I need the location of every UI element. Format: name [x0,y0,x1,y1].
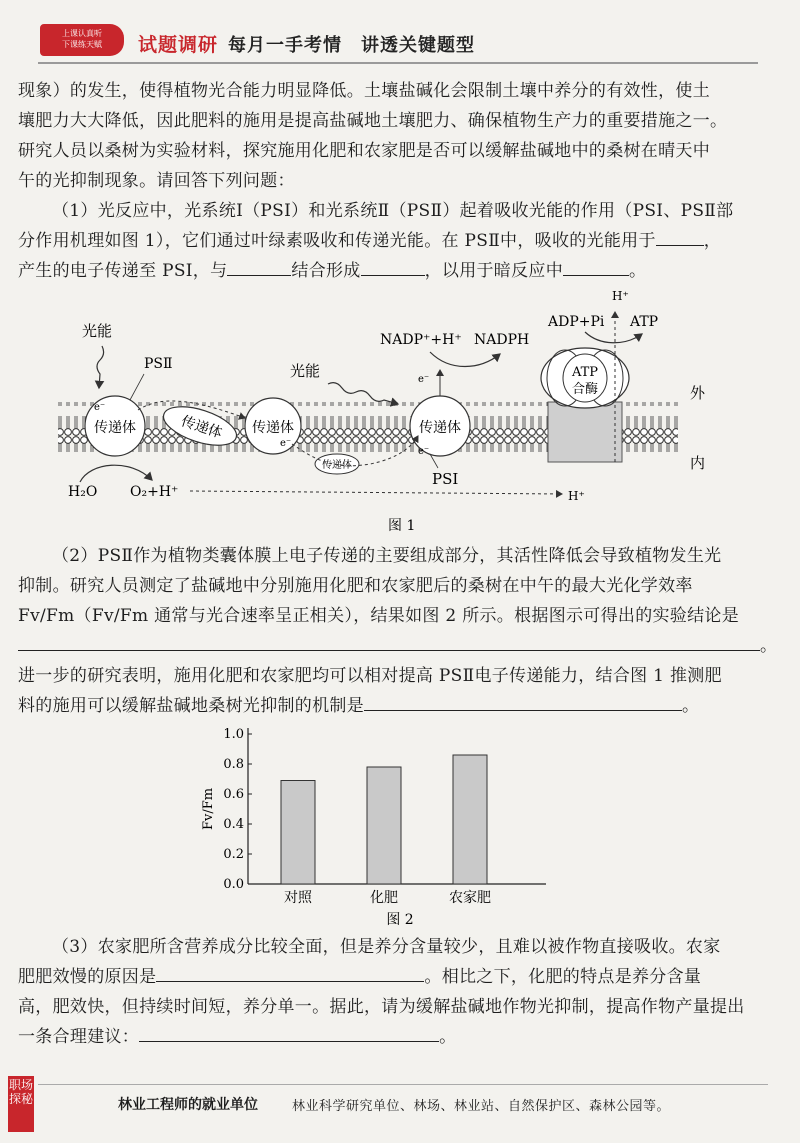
intro-line-2: 壤肥力大大降低，因此肥料的施用是提高盐碱地土壤肥力、确保植物生产力的重要措施之一。 [18,111,728,131]
intro-paragraph [18,76,778,196]
answer-blank-6[interactable] [364,694,682,711]
page-header [0,0,800,70]
header-divider [38,62,758,64]
intro-line-1: 现象）的发生，使得植物光合能力明显降低。土壤盐碱化会限制土壤中养分的有效性，使土 [18,81,710,101]
chart-y-axis-label: Fv/Fm [201,787,216,831]
header-title: 试题调研 [138,34,219,56]
q3-line-1: （3）农家肥所含营养成分比较全面，但是养分含量较少，且难以被作物直接吸收。农家 [52,937,721,957]
q1-line-1: （1）光反应中，光系统Ⅰ（PSⅠ）和光系统Ⅱ（PSⅡ）起着吸收光能的作用（PSⅠ、PSⅡ部 [52,201,734,221]
y-tick-label: 0.0 [223,877,244,892]
proton-label-top: H⁺ [612,289,629,303]
electron-label-3: e⁻ [418,374,430,385]
answer-blank-5[interactable] [18,634,760,651]
q1-line-3 [18,256,778,286]
ps2-carrier-label: 传递体 [94,420,136,436]
q1-line-3-b: 结合形成 [291,261,361,281]
inside-label: 内 [690,454,706,472]
answer-blank-3[interactable] [361,259,425,276]
logo-line-2: 下课练天赋 [62,40,102,49]
ps2-label: PSⅡ [144,356,173,372]
figure-2-chart [200,724,560,930]
header-subtitle: 每月一手考情 讲透关键题型 [228,35,475,56]
q1-line-2-text: 分作用机理如图 1），它们通过叶绿素吸收和传递光能。在 PSⅡ中，吸收的光能用于 [18,231,656,251]
x-tick-label: 对照 [284,890,312,906]
footer-text: 林业科学研究单位、林场、林业站、自然保护区、森林公园等。 [292,1099,671,1114]
oxygen-label: O₂+H⁺ [130,484,179,500]
carrier-small-label: 传递体 [322,460,352,471]
electron-label-1: e⁻ [94,402,106,413]
y-tick-label: 0.4 [223,817,244,832]
footer-divider [38,1084,768,1085]
q1-line-3-d: 。 [629,261,647,281]
y-tick-label: 0.2 [223,847,244,862]
light-label-1: 光能 [82,322,113,340]
nadp-label: NADP⁺+H⁺ [380,332,462,348]
logo-line-1: 上课认真听 [62,29,102,38]
ps1-label: PSⅠ [432,470,459,488]
ps1-carrier-label: 传递体 [419,420,461,436]
light-label-2: 光能 [290,362,321,380]
q3-line-4-b: 。 [439,1027,457,1047]
answer-blank-2[interactable] [227,259,291,276]
y-tick-label: 0.8 [223,757,244,772]
q1-line-2 [18,226,778,256]
q2-line-4 [18,631,778,661]
q2-line-2: 抑制。研究人员测定了盐碱地中分别施用化肥和农家肥后的桑树在中午的最大光化学效率 [18,576,693,596]
q3-line-3: 高，肥效快，但持续时间短，养分单一。据此，请为缓解盐碱地作物光抑制，提高作物产量提出 [18,997,745,1017]
x-tick-label: 化肥 [370,890,398,906]
carrier-right-label: 传递体 [252,420,294,436]
footer-title: 林业工程师的就业单位 [118,1097,258,1113]
adp-label: ADP+Pi [548,314,605,330]
q1-line-2-end: ， [703,231,722,251]
q2-line-6-end: 。 [682,696,700,716]
q3-line-4-a: 一条合理建议： [18,1027,140,1047]
question-2 [18,541,778,721]
figure-1-diagram [40,286,760,536]
q2-line-5: 进一步的研究表明，施用化肥和农家肥均可以相对提高 PSⅡ电子传递能力，结合图 1 推测肥 [18,666,722,686]
q2-line-3: Fv/Fm（Fv/Fm 通常与光合速率呈正相关），结果如图 2 所示。根据图示可得出的实验结论是 [18,606,740,626]
question-3 [18,932,778,1052]
chart-bar [281,781,315,885]
intro-line-4: 午的光抑制现象。请回答下列问题： [18,171,295,191]
y-tick-label: 1.0 [223,727,244,742]
q2-line-6 [18,691,778,721]
q3-line-4 [18,1022,778,1052]
footer-tab: 职场探秘 [8,1076,34,1132]
atp-synthase-channel [548,402,622,462]
y-tick-label: 0.6 [223,787,244,802]
answer-blank-7[interactable] [156,965,424,982]
chart-bar [367,767,401,884]
q2-line-6-text: 料的施用可以缓解盐碱地桑树光抑制的机制是 [18,696,364,716]
chart-labels [223,727,491,906]
q2-line-1: （2）PSⅡ作为植物类囊体膜上电子传递的主要组成部分，其活性降低会导致植物发生光 [52,546,722,566]
electron-label-2: e⁻ [280,438,292,449]
question-1 [18,196,778,286]
figure-1-caption: 图 1 [388,518,416,534]
q3-line-2 [18,962,778,992]
answer-blank-4[interactable] [563,259,629,276]
atp-label: ATP [630,314,659,330]
carrier-middle-label: 传递体 [179,413,225,442]
figure-2-caption: 图 2 [386,912,414,928]
logo-badge [40,24,124,56]
water-label: H₂O [68,484,98,500]
chart-bars [281,755,487,884]
electron-label-4: e⁻ [418,446,430,457]
proton-label-bottom: H⁺ [568,489,585,503]
answer-blank-8[interactable] [139,1025,439,1042]
q3-line-2-b: 。相比之下，化肥的特点是养分含量 [424,967,702,987]
intro-line-3: 研究人员以桑树为实验材料，探究施用化肥和农家肥是否可以缓解盐碱地中的桑树在晴天中 [18,141,710,161]
outside-label: 外 [690,384,706,402]
chart-bar [453,755,487,884]
nadph-label: NADPH [474,332,530,348]
x-tick-label: 农家肥 [449,890,491,906]
q3-line-2-a: 肥肥效慢的原因是 [18,967,157,987]
q1-line-3-c: ，以用于暗反应中 [424,261,564,281]
q1-line-3-a: 产生的电子传递至 PSⅠ，与 [18,261,228,281]
atp-enzyme-label-2: 合酶 [571,382,599,397]
answer-blank-1[interactable] [656,229,704,246]
q2-line-4-end: 。 [760,636,778,656]
atp-enzyme-label-1: ATP [571,365,599,380]
